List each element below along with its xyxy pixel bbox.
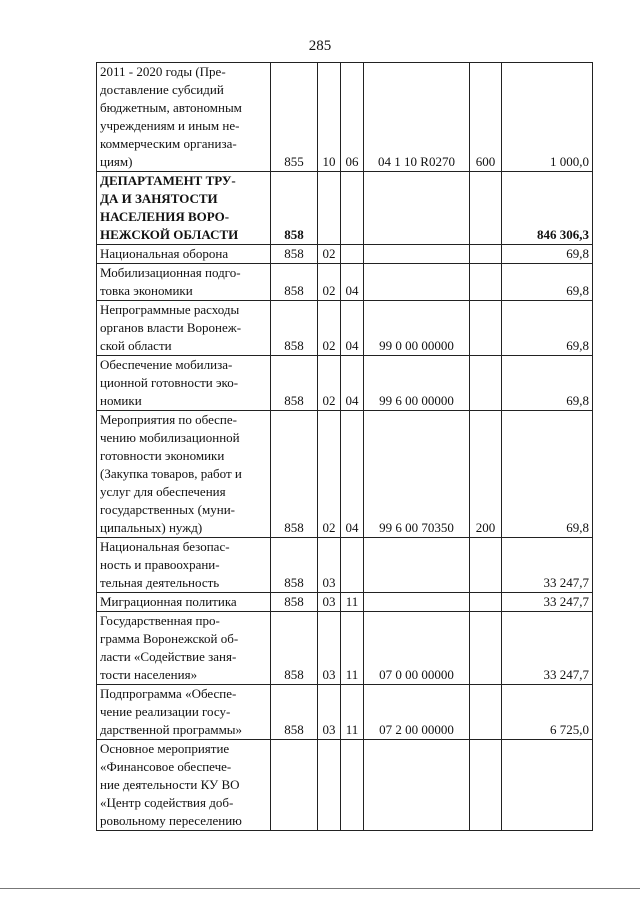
- table-row: [97, 245, 593, 264]
- cell-section: 02: [318, 356, 341, 411]
- cell-expense-type: 200: [470, 411, 502, 538]
- cell-ministry-code: 858: [271, 593, 318, 612]
- cell-name: Непрограммные расходы органов власти Воронеж- ской области: [97, 301, 271, 356]
- cell-target-article: 07 0 00 00000: [364, 612, 470, 685]
- cell-amount: 6 725,0: [502, 685, 593, 740]
- table-row: [97, 612, 593, 685]
- table-row: [97, 63, 593, 172]
- cell-section: 03: [318, 685, 341, 740]
- cell-section: 03: [318, 612, 341, 685]
- cell-target-article: 99 0 00 00000: [364, 301, 470, 356]
- cell-name: Миграционная политика: [97, 593, 271, 612]
- table-row: [97, 172, 593, 245]
- cell-section: 10: [318, 63, 341, 172]
- cell-expense-type: 600: [470, 63, 502, 172]
- cell-subsection: 04: [341, 264, 364, 301]
- cell-section: 03: [318, 593, 341, 612]
- cell-name: Государственная про- грамма Воронежской об- ласти «Содействие заня- тости населения»: [97, 612, 271, 685]
- cell-amount: 69,8: [502, 245, 593, 264]
- cell-amount: 69,8: [502, 411, 593, 538]
- cell-subsection: 11: [341, 612, 364, 685]
- cell-amount: 846 306,3: [502, 172, 593, 245]
- cell-name: Национальная оборона: [97, 245, 271, 264]
- cell-subsection: 06: [341, 63, 364, 172]
- cell-expense-type: [470, 264, 502, 301]
- cell-subsection: 04: [341, 411, 364, 538]
- cell-name: Национальная безопас- ность и правоохрани- тельная деятельность: [97, 538, 271, 593]
- cell-name: Мероприятия по обеспе- чению мобилизационной готовности экономики (Закупка товаров, работ и услуг для обеспечения государственных (муни- ципальных) нужд): [97, 411, 271, 538]
- cell-target-article: 07 2 00 00000: [364, 685, 470, 740]
- cell-section: 02: [318, 301, 341, 356]
- cell-subsection: 11: [341, 593, 364, 612]
- cell-section: 02: [318, 411, 341, 538]
- cell-ministry-code: 858: [271, 356, 318, 411]
- table-body: [97, 63, 593, 831]
- cell-subsection: [341, 538, 364, 593]
- cell-ministry-code: 858: [271, 264, 318, 301]
- cell-subsection: 11: [341, 685, 364, 740]
- cell-ministry-code: 858: [271, 411, 318, 538]
- cell-ministry-code: 858: [271, 685, 318, 740]
- cell-target-article: [364, 538, 470, 593]
- cell-section: 03: [318, 538, 341, 593]
- cell-section: 02: [318, 264, 341, 301]
- cell-subsection: 04: [341, 356, 364, 411]
- cell-section: [318, 172, 341, 245]
- cell-subsection: 04: [341, 301, 364, 356]
- cell-amount: 33 247,7: [502, 593, 593, 612]
- table-row: [97, 538, 593, 593]
- cell-expense-type: [470, 172, 502, 245]
- cell-target-article: [364, 264, 470, 301]
- cell-name: Основное мероприятие «Финансовое обеспече- ние деятельности КУ ВО «Центр содействия доб- ровольному переселению: [97, 740, 271, 831]
- cell-name: 2011 - 2020 годы (Пре- доставление субсидий бюджетным, автономным учреждениям и иным не- коммерческим организа- циям): [97, 63, 271, 172]
- cell-name: ДЕПАРТАМЕНТ ТРУ- ДА И ЗАНЯТОСТИ НАСЕЛЕНИЯ ВОРО- НЕЖСКОЙ ОБЛАСТИ: [97, 172, 271, 245]
- cell-section: [318, 740, 341, 831]
- cell-expense-type: [470, 685, 502, 740]
- cell-ministry-code: 858: [271, 172, 318, 245]
- cell-expense-type: [470, 245, 502, 264]
- cell-ministry-code: [271, 740, 318, 831]
- cell-amount: 1 000,0: [502, 63, 593, 172]
- cell-expense-type: [470, 593, 502, 612]
- cell-amount: 33 247,7: [502, 612, 593, 685]
- page-number: 285: [308, 38, 332, 54]
- cell-ministry-code: 858: [271, 301, 318, 356]
- cell-target-article: [364, 245, 470, 264]
- cell-amount: [502, 740, 593, 831]
- table-row: [97, 301, 593, 356]
- cell-subsection: [341, 172, 364, 245]
- cell-expense-type: [470, 538, 502, 593]
- cell-target-article: 99 6 00 00000: [364, 356, 470, 411]
- cell-section: 02: [318, 245, 341, 264]
- cell-target-article: [364, 593, 470, 612]
- cell-ministry-code: 858: [271, 612, 318, 685]
- cell-target-article: [364, 172, 470, 245]
- cell-expense-type: [470, 301, 502, 356]
- cell-amount: 69,8: [502, 301, 593, 356]
- cell-amount: 69,8: [502, 356, 593, 411]
- cell-subsection: [341, 245, 364, 264]
- cell-name: Мобилизационная подго- товка экономики: [97, 264, 271, 301]
- table-row: [97, 685, 593, 740]
- cell-target-article: 99 6 00 70350: [364, 411, 470, 538]
- cell-amount: 33 247,7: [502, 538, 593, 593]
- table-row: [97, 411, 593, 538]
- cell-target-article: [364, 740, 470, 831]
- cell-amount: 69,8: [502, 264, 593, 301]
- table-row: [97, 264, 593, 301]
- table-row: [97, 740, 593, 831]
- cell-expense-type: [470, 740, 502, 831]
- cell-name: Обеспечение мобилиза- ционной готовности эко- номики: [97, 356, 271, 411]
- table-row: [97, 593, 593, 612]
- cell-expense-type: [470, 356, 502, 411]
- cell-expense-type: [470, 612, 502, 685]
- table-row: [97, 356, 593, 411]
- cell-ministry-code: 855: [271, 63, 318, 172]
- cell-target-article: 04 1 10 R0270: [364, 63, 470, 172]
- cell-subsection: [341, 740, 364, 831]
- scan-edge-line: [0, 888, 640, 889]
- cell-ministry-code: 858: [271, 245, 318, 264]
- budget-table: [96, 62, 593, 831]
- cell-name: Подпрограмма «Обеспе- чение реализации госу- дарственной программы»: [97, 685, 271, 740]
- cell-ministry-code: 858: [271, 538, 318, 593]
